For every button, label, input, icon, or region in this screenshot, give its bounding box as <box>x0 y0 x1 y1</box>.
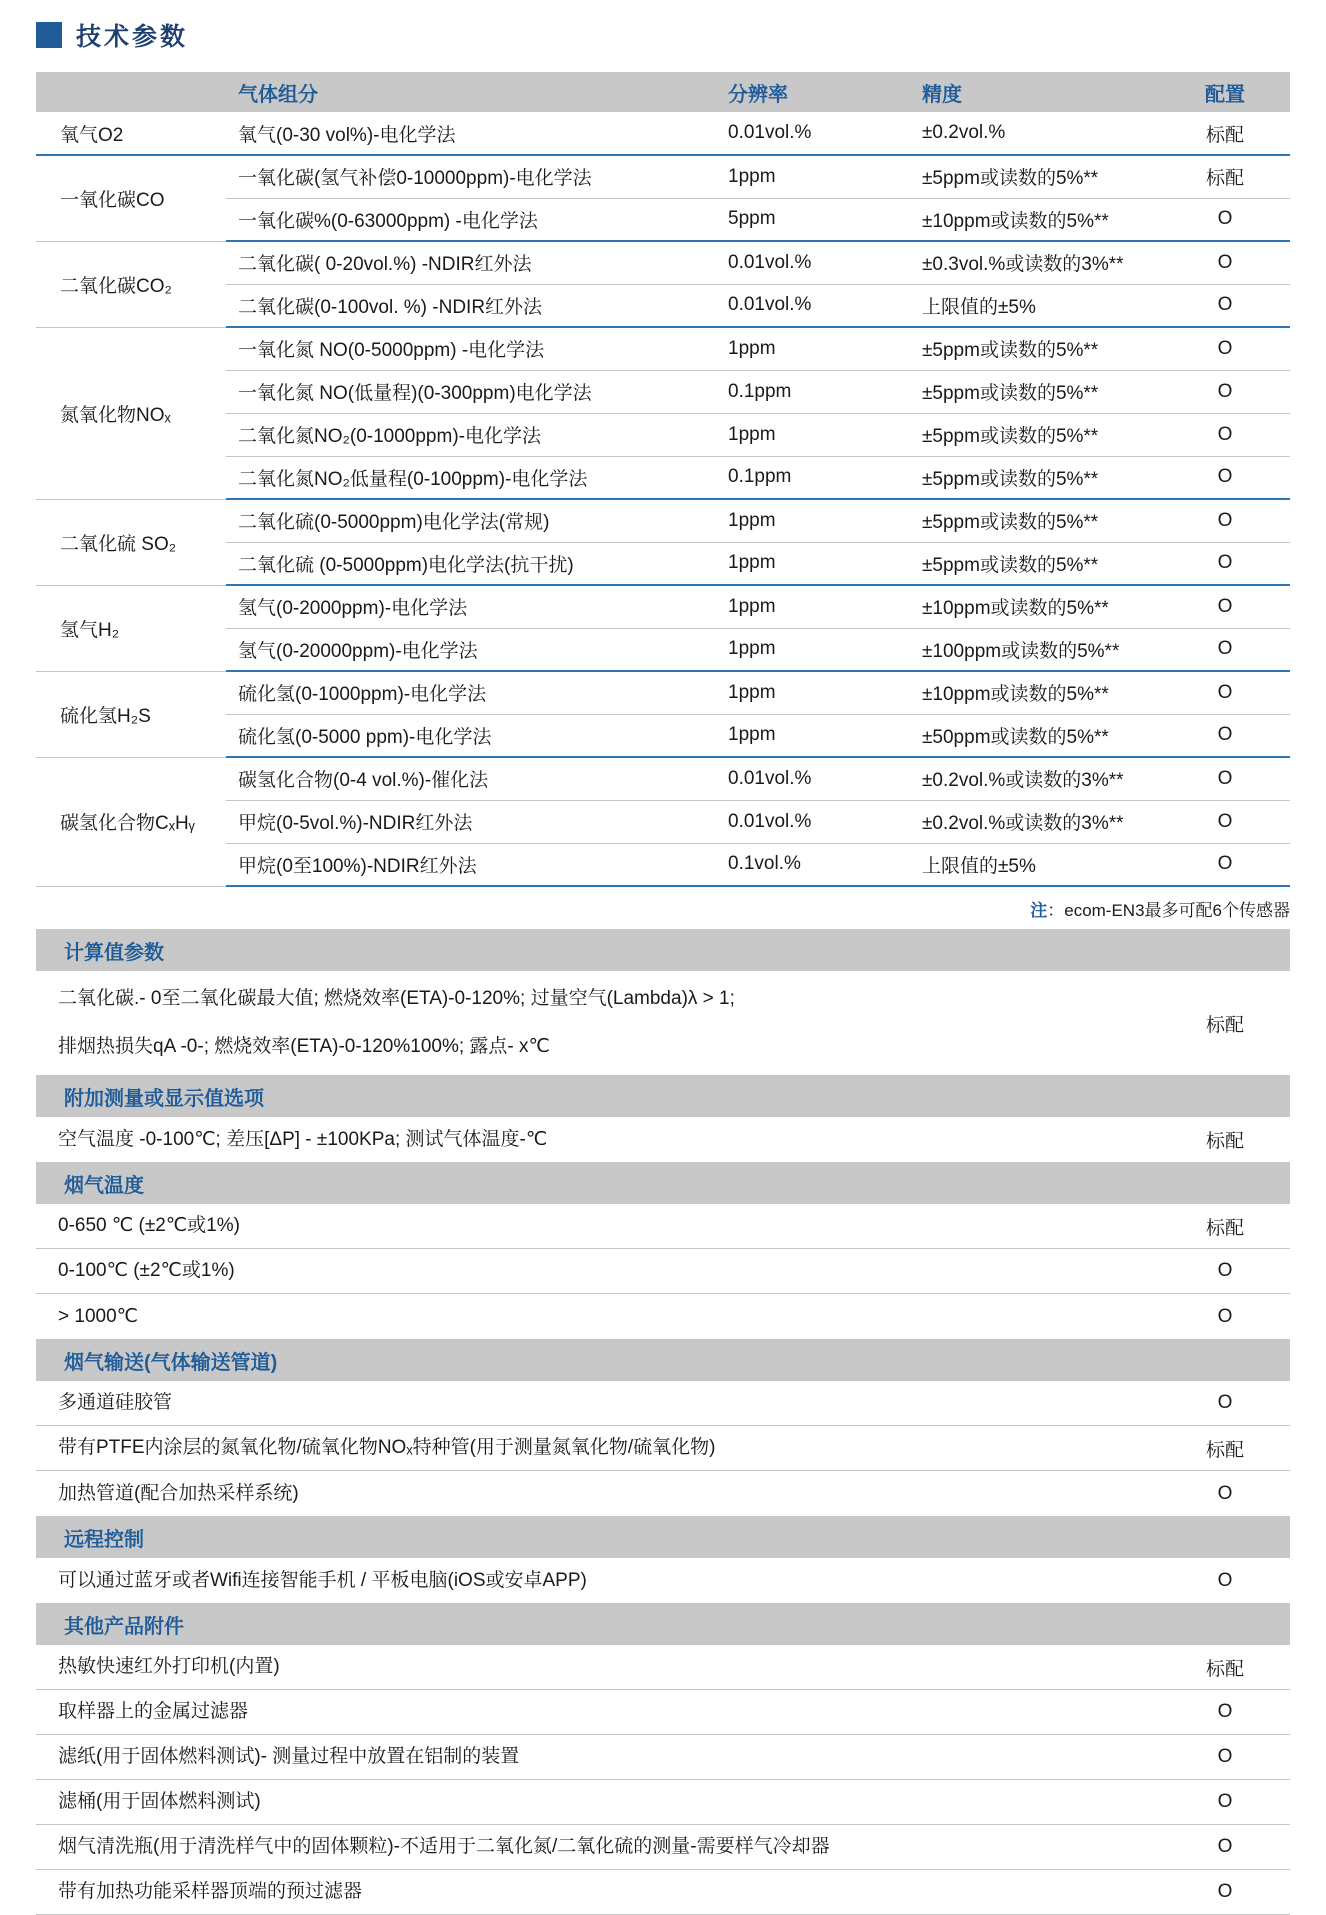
section-row-config: 标配 <box>1205 1439 1244 1461</box>
gas-component-cell: 甲烷(0-5vol.%)-NDIR红外法 <box>226 800 718 843</box>
gas-resolution-cell: 0.01vol.% <box>718 800 908 843</box>
gas-accuracy-cell: ±5ppm或读数的5%** <box>908 155 1160 198</box>
gas-accuracy-cell: ±5ppm或读数的5%** <box>908 413 1160 456</box>
section-row-config: O <box>1217 1260 1233 1281</box>
gas-accuracy-cell: ±5ppm或读数的5%** <box>908 499 1160 542</box>
section-row-text <box>36 1651 1160 1683</box>
gas-component-cell: 二氧化碳(0-100vol. %) -NDIR红外法 <box>226 284 718 327</box>
gas-table-row <box>36 241 1290 284</box>
gas-component-cell: 甲烷(0至100%)-NDIR红外法 <box>226 843 718 886</box>
gas-accuracy-cell: 上限值的±5% <box>908 284 1160 327</box>
gas-config-cell: O <box>1160 327 1290 370</box>
header-group-spacer <box>36 72 226 112</box>
note-label: 注 <box>1030 900 1048 920</box>
section-row-text <box>36 1432 1160 1464</box>
gas-accuracy-cell: ±100ppm或读数的5%** <box>908 628 1160 671</box>
section-row-line: 带有PTFE内涂层的氮氧化物/硫氧化物NOₓ特种管(用于测量氮氧化物/硫氧化物) <box>58 1437 716 1458</box>
gas-group-label: 二氧化碳CO₂ <box>36 241 226 327</box>
gas-component-cell: 氢气(0-20000ppm)-电化学法 <box>226 628 718 671</box>
section-row-config: O <box>1217 1791 1233 1812</box>
gas-resolution-cell: 1ppm <box>718 585 908 628</box>
gas-accuracy-cell: ±5ppm或读数的5%** <box>908 327 1160 370</box>
section-row-config: 标配 <box>1205 1014 1244 1036</box>
gas-spec-table <box>36 72 1290 887</box>
gas-config-cell: O <box>1160 714 1290 757</box>
table-note <box>36 887 1290 929</box>
section-row-text <box>36 1565 1160 1597</box>
section-row-text <box>36 1124 1160 1156</box>
gas-resolution-cell: 1ppm <box>718 714 908 757</box>
section-header-label: 烟气输送(气体输送管道) <box>64 1351 278 1374</box>
section-header <box>36 1162 1290 1204</box>
gas-resolution-cell: 0.1ppm <box>718 456 908 499</box>
gas-config-cell: O <box>1160 671 1290 714</box>
section-row-line: 二氧化碳.- 0至二氧化碳最大值; 燃烧效率(ETA)-0-120%; 过量空气(Lambda)λ > 1; <box>58 988 735 1009</box>
gas-config-cell: O <box>1160 413 1290 456</box>
section-row-line: 取样器上的金属过滤器 <box>58 1701 249 1722</box>
section-row-text <box>36 1831 1160 1863</box>
gas-component-cell: 一氧化碳%(0-63000ppm) -电化学法 <box>226 198 718 241</box>
section-header <box>36 1603 1290 1645</box>
gas-group-label: 硫化氢H₂S <box>36 671 226 757</box>
gas-resolution-cell: 0.01vol.% <box>718 112 908 155</box>
gas-resolution-cell: 1ppm <box>718 499 908 542</box>
gas-config-cell: O <box>1160 198 1290 241</box>
section-row-line: 排烟热损失qA -0-; 燃烧效率(ETA)-0-120%100%; 露点- x℃ <box>58 1036 550 1057</box>
gas-component-cell: 二氧化氮NO₂低量程(0-100ppm)-电化学法 <box>226 456 718 499</box>
section-row-config: 标配 <box>1205 1131 1244 1152</box>
section-row <box>36 1117 1290 1162</box>
section-row-config: O <box>1217 1701 1233 1722</box>
gas-resolution-cell: 0.01vol.% <box>718 757 908 800</box>
gas-accuracy-cell: 上限值的±5% <box>908 843 1160 886</box>
gas-table-header-row <box>36 72 1290 112</box>
gas-table-row <box>36 499 1290 542</box>
gas-config-cell: O <box>1160 843 1290 886</box>
section-row-line: 滤纸(用于固体燃料测试)- 测量过程中放置在铝制的装置 <box>58 1746 520 1767</box>
gas-table-row <box>36 585 1290 628</box>
section-row <box>36 1825 1290 1870</box>
section-row <box>36 1249 1290 1294</box>
section-row-config: O <box>1217 1746 1233 1767</box>
gas-config-cell: 标配 <box>1160 112 1290 155</box>
gas-accuracy-cell: ±5ppm或读数的5%** <box>908 370 1160 413</box>
section-row <box>36 1645 1290 1690</box>
section-row-config: O <box>1217 1305 1233 1327</box>
gas-resolution-cell: 1ppm <box>718 327 908 370</box>
gas-component-cell: 一氧化氮 NO(0-5000ppm) -电化学法 <box>226 327 718 370</box>
section-row-text <box>36 1255 1160 1287</box>
gas-component-cell: 氢气(0-2000ppm)-电化学法 <box>226 585 718 628</box>
section-row-line: 可以通过蓝牙或者Wifi连接智能手机 / 平板电脑(iOS或安卓APP) <box>58 1569 587 1591</box>
section-row-line: 空气温度 -0-100℃; 差压[ΔP] - ±100KPa; 测试气体温度-℃ <box>58 1128 548 1150</box>
gas-config-cell: O <box>1160 585 1290 628</box>
gas-config-cell: O <box>1160 456 1290 499</box>
gas-component-cell: 氧气(0-30 vol%)-电化学法 <box>226 112 718 155</box>
gas-group-label: 碳氢化合物CₓHᵧ <box>36 757 226 886</box>
section-row-line: 带有加热功能采样器顶端的预过滤器 <box>58 1881 363 1902</box>
gas-config-cell: O <box>1160 757 1290 800</box>
section-row <box>36 1690 1290 1735</box>
gas-accuracy-cell: ±0.2vol.%或读数的3%** <box>908 757 1160 800</box>
spec-sections <box>36 929 1290 1915</box>
section-row-text <box>36 1696 1160 1728</box>
note-text: ：ecom-EN3最多可配6个传感器 <box>1047 900 1290 920</box>
gas-table-row <box>36 155 1290 198</box>
gas-accuracy-cell: ±50ppm或读数的5%** <box>908 714 1160 757</box>
header-accuracy: 精度 <box>922 83 962 106</box>
gas-resolution-cell: 0.1ppm <box>718 370 908 413</box>
gas-resolution-cell: 0.1vol.% <box>718 843 908 886</box>
gas-accuracy-cell: ±10ppm或读数的5%** <box>908 585 1160 628</box>
header-config: 配置 <box>1205 83 1245 106</box>
gas-component-cell: 一氧化氮 NO(低量程)(0-300ppm)电化学法 <box>226 370 718 413</box>
gas-config-cell: 标配 <box>1160 155 1290 198</box>
page-title-text: 技术参数 <box>76 23 189 51</box>
gas-component-cell: 二氧化碳( 0-20vol.%) -NDIR红外法 <box>226 241 718 284</box>
section-row-text <box>36 1478 1160 1510</box>
section-header <box>36 1516 1290 1558</box>
gas-group-label: 二氧化硫 SO₂ <box>36 499 226 585</box>
section-row-text <box>36 1786 1160 1818</box>
gas-resolution-cell: 5ppm <box>718 198 908 241</box>
gas-table-row <box>36 327 1290 370</box>
gas-resolution-cell: 1ppm <box>718 413 908 456</box>
section-row-config: O <box>1217 1836 1233 1857</box>
gas-table-row <box>36 671 1290 714</box>
gas-resolution-cell: 1ppm <box>718 671 908 714</box>
gas-component-cell: 一氧化碳(氢气补偿0-10000ppm)-电化学法 <box>226 155 718 198</box>
gas-group-label: 氢气H₂ <box>36 585 226 671</box>
header-resolution: 分辨率 <box>728 83 788 106</box>
gas-component-cell: 二氧化氮NO₂(0-1000ppm)-电化学法 <box>226 413 718 456</box>
section-row-config: O <box>1217 1392 1233 1413</box>
section-row-config: O <box>1217 1569 1233 1591</box>
section-row-config: O <box>1217 1881 1233 1902</box>
section-row <box>36 1204 1290 1249</box>
gas-group-label: 氧气O2 <box>36 112 226 155</box>
section-row-line: 烟气清洗瓶(用于清洗样气中的固体颗粒)-不适用于二氧化氮/二氧化硫的测量-需要样气冷却器 <box>58 1836 830 1857</box>
gas-resolution-cell: 0.01vol.% <box>718 284 908 327</box>
gas-resolution-cell: 1ppm <box>718 155 908 198</box>
section-row <box>36 1381 1290 1426</box>
section-row-line: 0-650 ℃ (±2℃或1%) <box>58 1215 240 1236</box>
title-square-icon <box>36 22 62 48</box>
gas-config-cell: O <box>1160 241 1290 284</box>
section-row-line: 滤桶(用于固体燃料测试) <box>58 1791 261 1812</box>
section-header <box>36 1075 1290 1117</box>
section-row-text <box>36 1876 1160 1908</box>
section-row-line: 加热管道(配合加热采样系统) <box>58 1482 299 1504</box>
section-row <box>36 1735 1290 1780</box>
gas-accuracy-cell: ±10ppm或读数的5%** <box>908 671 1160 714</box>
section-row <box>36 1426 1290 1471</box>
section-row-text <box>36 1741 1160 1773</box>
page-title <box>36 18 1290 52</box>
section-row-text <box>36 1301 1160 1333</box>
gas-config-cell: O <box>1160 370 1290 413</box>
section-row-config: 标配 <box>1205 1658 1244 1680</box>
section-row <box>36 971 1290 1075</box>
section-row-config: 标配 <box>1205 1217 1244 1239</box>
gas-component-cell: 二氧化硫 (0-5000ppm)电化学法(抗干扰) <box>226 542 718 585</box>
section-row-line: 热敏快速红外打印机(内置) <box>58 1656 280 1677</box>
gas-config-cell: O <box>1160 284 1290 327</box>
section-row <box>36 1870 1290 1915</box>
section-header-label: 附加测量或显示值选项 <box>64 1087 264 1110</box>
gas-component-cell: 碳氢化合物(0-4 vol.%)-催化法 <box>226 757 718 800</box>
section-row <box>36 1471 1290 1516</box>
section-header <box>36 929 1290 971</box>
gas-config-cell: O <box>1160 628 1290 671</box>
gas-resolution-cell: 0.01vol.% <box>718 241 908 284</box>
section-row-line: 多通道硅胶管 <box>58 1392 173 1413</box>
section-row <box>36 1294 1290 1339</box>
gas-accuracy-cell: ±0.3vol.%或读数的3%** <box>908 241 1160 284</box>
section-row <box>36 1558 1290 1603</box>
gas-table-row <box>36 112 1290 155</box>
gas-accuracy-cell: ±5ppm或读数的5%** <box>908 456 1160 499</box>
section-row-text <box>36 1387 1160 1419</box>
gas-component-cell: 硫化氢(0-5000 ppm)-电化学法 <box>226 714 718 757</box>
section-header <box>36 1339 1290 1381</box>
section-row-text <box>36 971 1160 1075</box>
section-row-config: O <box>1217 1482 1233 1504</box>
gas-config-cell: O <box>1160 542 1290 585</box>
gas-accuracy-cell: ±0.2vol.% <box>908 112 1160 155</box>
gas-accuracy-cell: ±0.2vol.%或读数的3%** <box>908 800 1160 843</box>
gas-accuracy-cell: ±5ppm或读数的5%** <box>908 542 1160 585</box>
gas-resolution-cell: 1ppm <box>718 542 908 585</box>
section-row-text <box>36 1210 1160 1242</box>
section-row <box>36 1780 1290 1825</box>
gas-group-label: 一氧化碳CO <box>36 155 226 241</box>
gas-resolution-cell: 1ppm <box>718 628 908 671</box>
section-row-line: > 1000℃ <box>58 1305 138 1327</box>
header-component: 气体组分 <box>238 83 318 106</box>
section-header-label: 计算值参数 <box>64 941 164 964</box>
gas-config-cell: O <box>1160 800 1290 843</box>
section-header-label: 其他产品附件 <box>64 1615 184 1638</box>
gas-component-cell: 硫化氢(0-1000ppm)-电化学法 <box>226 671 718 714</box>
gas-accuracy-cell: ±10ppm或读数的5%** <box>908 198 1160 241</box>
section-row-line: 0-100℃ (±2℃或1%) <box>58 1260 235 1281</box>
gas-group-label: 氮氧化物NOₓ <box>36 327 226 499</box>
gas-table-row <box>36 757 1290 800</box>
gas-config-cell: O <box>1160 499 1290 542</box>
gas-component-cell: 二氧化硫(0-5000ppm)电化学法(常规) <box>226 499 718 542</box>
section-header-label: 烟气温度 <box>64 1174 144 1197</box>
section-header-label: 远程控制 <box>64 1528 144 1551</box>
